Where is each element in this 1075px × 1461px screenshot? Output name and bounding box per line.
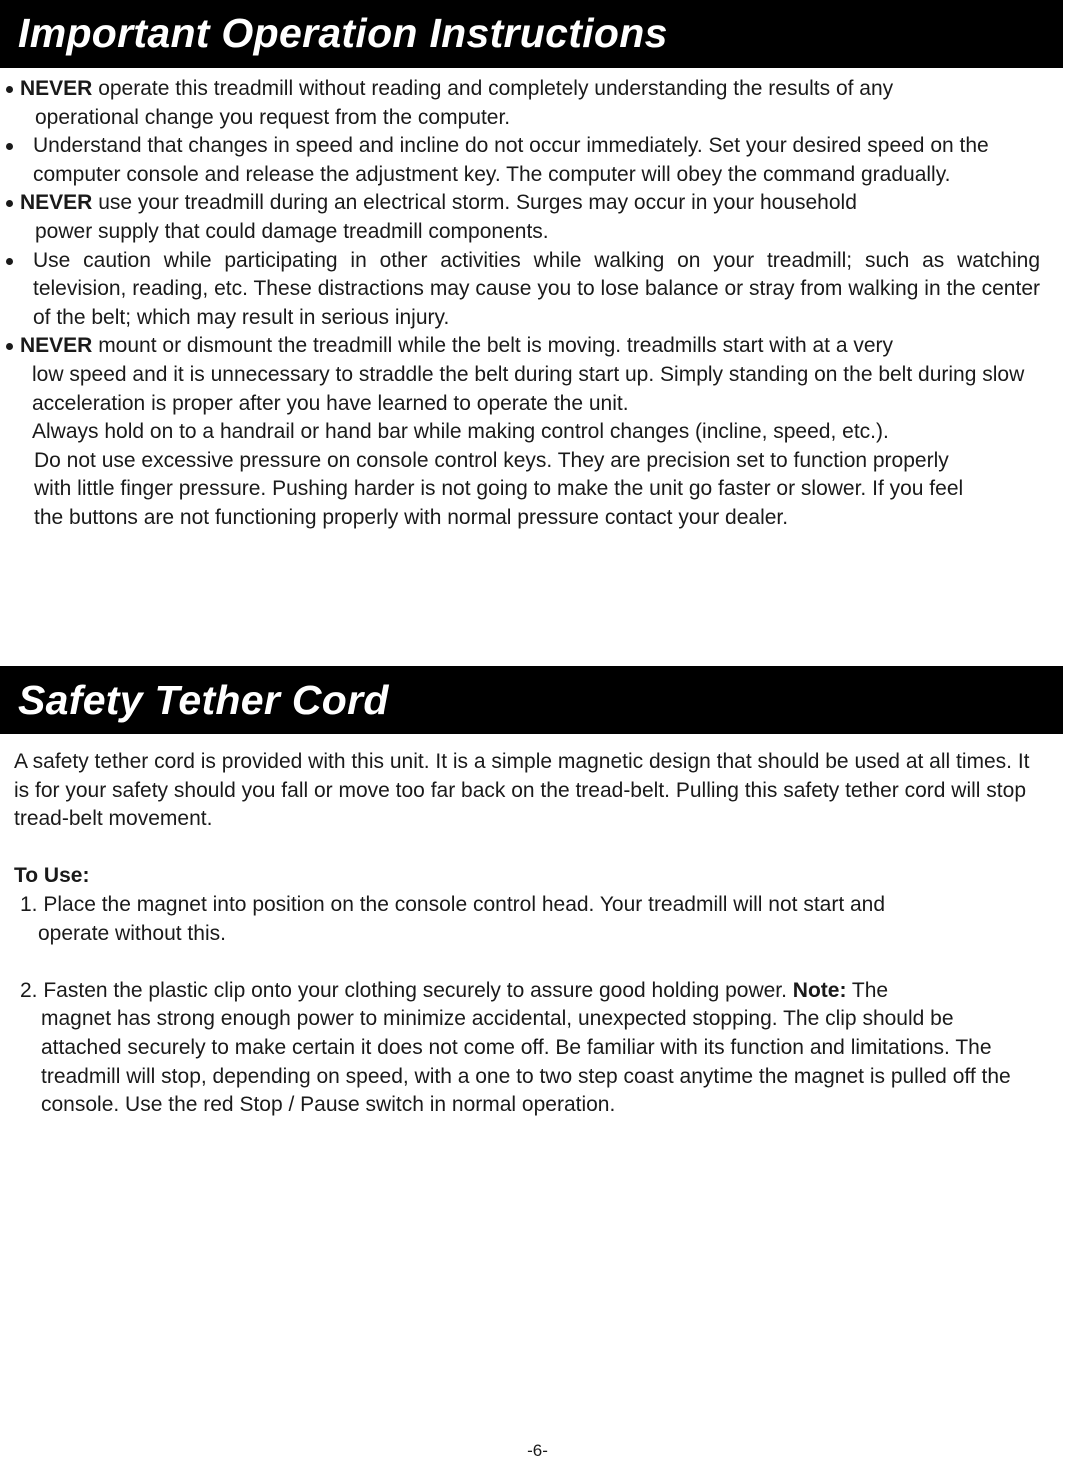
bullet-icon: [6, 200, 13, 207]
item-text: operate this treadmill without reading and completely understanding the results of any: [92, 77, 894, 100]
list-item: [0, 189, 1040, 246]
bullet-icon: [6, 143, 13, 150]
list-item: [0, 75, 1040, 132]
list-item: [0, 247, 1040, 333]
bullet-icon: [6, 86, 13, 93]
tether-intro: A safety tether cord is provided with this unit. It is a simple magnetic design that should be used at all times. It is for your safety should you fall or move too far back on the tread-belt. Pulling this safety tether cord will stop tread-belt movement.: [14, 750, 1030, 831]
item-text-continued: low speed and it is unnecessary to straddle the belt during start up. Simply standing on the belt during slow acceleration is proper after you have learned to operate the unit.: [32, 362, 1025, 415]
never-label: NEVER: [20, 191, 93, 215]
list-item: [0, 332, 1040, 418]
item-text: mount or dismount the treadmill while the belt is moving. treadmills start with at a very: [92, 334, 894, 358]
to-use-heading: To Use:: [14, 864, 90, 888]
list-item: [0, 132, 1040, 189]
section-title-operation: Important Operation Instructions: [18, 10, 668, 56]
step-2-text: 2. Fasten the plastic clip onto your clothing securely to assure good holding power.: [20, 978, 793, 1002]
handrail-note: Always hold on to a handrail or hand bar while making control changes (incline, speed, etc.).: [32, 420, 889, 444]
page-number: -6-: [527, 1441, 548, 1460]
bullet-icon: [6, 258, 13, 265]
console-keys-note: Do not use excessive pressure on console control keys. They are precision set to function properly with little finger pressure. Pushing harder is not going to make the unit go faster or slower. If you feel the buttons are not functioning properly with normal pressure contact your dealer.: [34, 448, 964, 529]
section-title-tether: Safety Tether Cord: [18, 677, 389, 723]
operation-instructions-list: [0, 75, 1040, 533]
step-2-text-continued: magnet has strong enough power to minimize accidental, unexpected stopping. The clip should be attached securely to make certain it does not come off. Be familiar with its function and limitations. The treadmill will stop, depending on speed, with a one to two step coast anytime the magnet is pulled off the console. Use the red Stop / Pause switch in normal operation.: [41, 1007, 1011, 1117]
step-1: [0, 891, 1050, 948]
section-banner-operation: [0, 0, 1063, 68]
step-2: [0, 977, 1050, 1120]
step-1-text-continued: operate without this.: [38, 921, 226, 945]
item-text-continued: power supply that could damage treadmill components.: [35, 219, 549, 243]
bullet-icon: [6, 343, 13, 350]
item-text: Use caution while participating in other activities while walking on your treadmill; such as watching television, reading, etc. These distractions may cause you to lose balance or stray from walking in the center of the belt; which may result in serious injury.: [33, 248, 1040, 329]
tether-section-body: [0, 748, 1050, 1120]
item-text: Understand that changes in speed and incline do not occur immediately. Set your desired speed on the computer console and release the adjustment key. The computer will obey the command gradually.: [33, 134, 989, 186]
never-label: NEVER: [20, 334, 93, 358]
never-label: NEVER: [20, 77, 93, 100]
note-label: Note:: [792, 978, 847, 1002]
step-1-text: 1. Place the magnet into position on the console control head. Your treadmill will not start and: [20, 892, 886, 916]
item-text: use your treadmill during an electrical storm. Surges may occur in your household: [92, 191, 857, 215]
step-2-text-tail: The: [846, 978, 889, 1002]
item-text-continued: operational change you request from the computer.: [35, 105, 511, 129]
section-banner-tether: [0, 666, 1063, 734]
